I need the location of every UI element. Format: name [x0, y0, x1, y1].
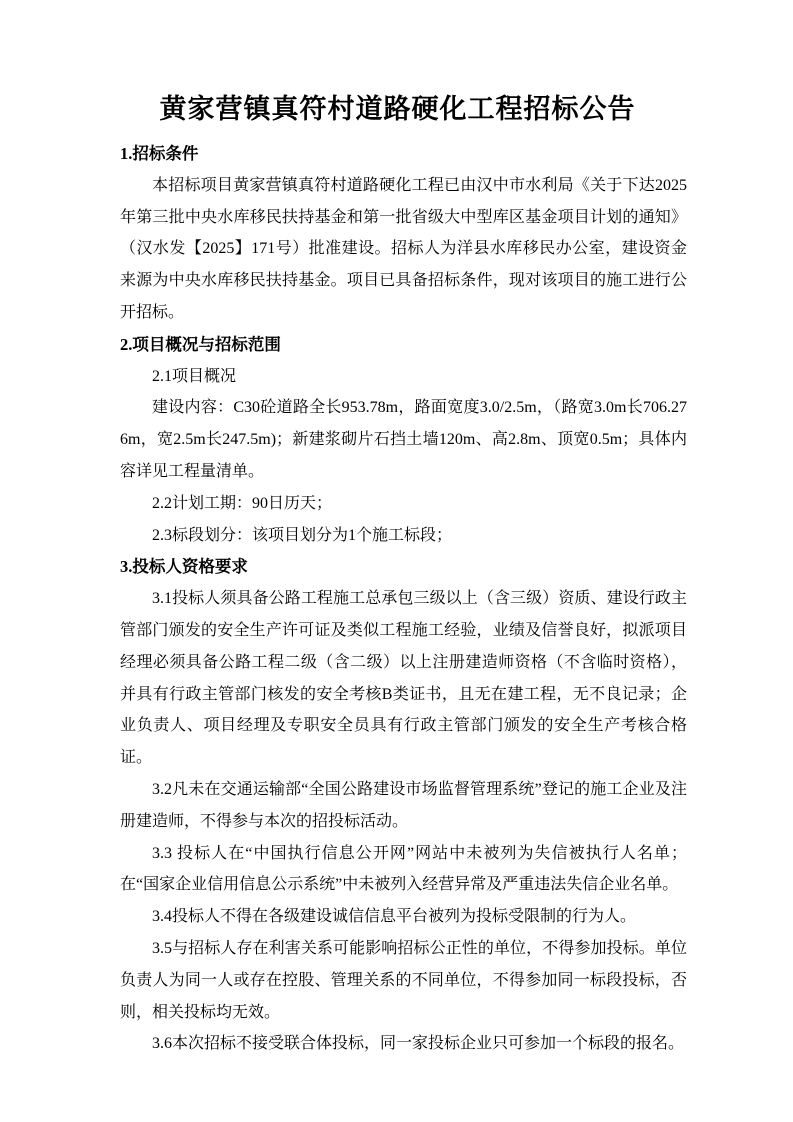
- paragraph-section-division: 2.3标段划分：该项目划分为1个施工标段；: [152, 526, 453, 544]
- paragraph-qualification-3-1: 3.1投标人须具备公路工程施工总承包三级以上（含三级）资质、建设行政主管部门颁发的安全生产许可证及类似工程施工经验，业绩及信誉良好，拟派项目经理必须具备公路工程二级（含二级）以上注册建造师资格（不含临时资格），并具有行政主管部门核发的安全考核B类证书，且无在建工程，无不良记录；企业负责人、项目经理及专职安全员具有行政主管部门颁发的安全生产考核合格证。: [120, 590, 687, 767]
- section-heading-bidding-conditions: 1.招标条件: [120, 144, 199, 163]
- paragraph-bidding-conditions: 本招标项目黄家营镇真符村道路硬化工程已由汉中市水利局《关于下达2025年第三批中央水库移民扶持基金和第一批省级大中型库区基金项目计划的通知》（汉水发【2025】171号）批准建设。招标人为洋县水库移民办公室，建设资金来源为中央水库移民扶持基金。项目已具备招标条件，现对该项目的施工进行公开招标。: [120, 176, 687, 321]
- paragraph-construction-content: 建设内容：C30砼道路全长953.78m，路面宽度3.0/2.5m，（路宽3.0m长706.276m，宽2.5m长247.5m)；新建浆砌片石挡土墙120m、高2.8m、顶宽0.5m；具体内容详见工程量清单。: [120, 399, 687, 480]
- document-title: 黄家营镇真符村道路硬化工程招标公告: [159, 94, 636, 124]
- section-heading-project-overview: 2.项目概况与招标范围: [120, 334, 281, 354]
- section-heading-bidder-qualifications: 3.投标人资格要求: [120, 557, 248, 577]
- paragraph-qualification-3-4: 3.4投标人不得在各级建设诚信信息平台被列为投标受限制的行为人。: [152, 908, 637, 926]
- paragraph-qualification-3-2: 3.2凡未在交通运输部“全国公路建设市场监督管理系统”登记的施工企业及注册建造师，不得参与本次的招投标活动。: [120, 780, 687, 830]
- paragraph-qualification-3-3: 3.3 投标人在“中国执行信息公开网”网站中未被列为失信被执行人名单；在“国家企业信用信息公示系统”中未被列入经营异常及严重违法失信企业名单。: [120, 844, 687, 894]
- paragraph-planned-duration: 2.2计划工期：90日历天；: [152, 494, 333, 512]
- paragraph-qualification-3-6: 3.6本次招标不接受联合体投标，同一家投标企业只可参加一个标段的报名。: [152, 1035, 685, 1053]
- paragraph-qualification-3-5: 3.5与招标人存在利害关系可能影响招标公正性的单位，不得参加投标。单位负责人为同一人或存在控股、管理关系的不同单位，不得参加同一标段投标，否则，相关投标均无效。: [120, 939, 687, 1021]
- paragraph-project-overview-label: 2.1项目概况: [152, 367, 237, 385]
